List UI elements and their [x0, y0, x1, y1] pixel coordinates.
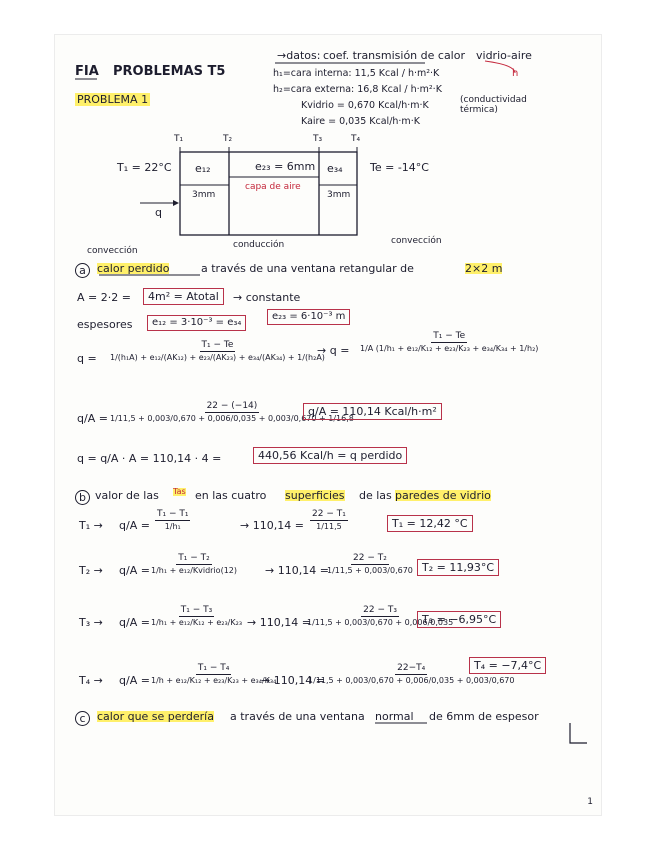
- q-formula-numerator: T₁ − Te: [201, 340, 234, 350]
- q-formula2-numerator: T₁ − Te: [433, 331, 466, 341]
- part-a-text: a través de una ventana retangular de: [201, 262, 414, 275]
- row-sub-denominator: 1/11,5: [316, 522, 342, 531]
- row-sub-numerator: 22 − T₃: [363, 605, 397, 615]
- row-denominator: 1/h + e₁₂/K₁₂ + e₂₃/K₂₃ + e₃₄/K₃₄: [151, 676, 277, 685]
- part-b-tas: Tas: [173, 487, 186, 496]
- row-fraction: [155, 509, 190, 531]
- part-b-highlight-2: paredes de vidrio: [395, 489, 491, 502]
- q-formula2-denominator: 1/A (1/h₁ + e₁₂/K₁₂ + e₂₃/K₂₃ + e₃₄/K₃₄ + 1/h₂): [360, 344, 539, 353]
- q-formula-lhs: q =: [77, 352, 97, 365]
- row-sub-fraction: [310, 509, 348, 531]
- t2-result-box: T₂ = 11,93°C: [417, 559, 499, 576]
- h1-value: h₁=cara interna: 11,5 Kcal / h·m²·K: [273, 68, 440, 79]
- row-sub-numerator: 22 − T₁: [312, 509, 346, 519]
- row-sub-denominator: 1/11,5 + 0,003/0,670 + 0,006/0,035: [307, 618, 454, 627]
- e12-label: e₁₂: [195, 162, 211, 175]
- row-lhs: q/A =: [119, 674, 150, 687]
- page-number: 1: [587, 797, 593, 807]
- row-sub-denominator: 1/11,5 + 0,003/0,670: [327, 566, 413, 575]
- part-b-text-2: en las cuatro: [195, 489, 267, 502]
- conduction-label: conducción: [233, 240, 285, 250]
- t4-result-box: T₄ = −7,4°C: [469, 657, 546, 674]
- part-a-marker: a: [75, 263, 90, 278]
- e34-value: 3mm: [327, 190, 351, 200]
- e34-label: e₃₄: [327, 162, 343, 175]
- t3-top-label: T₃: [313, 134, 323, 144]
- window-size: 2×2 m: [465, 262, 503, 275]
- thickness-box-2: e₂₃ = 6·10⁻³ m: [267, 309, 350, 325]
- part-a-highlight: calor perdido: [97, 262, 170, 275]
- row-denominator: 1/h₁: [164, 522, 181, 531]
- conductivity-note: (conductividad térmica): [460, 95, 527, 116]
- row-substitution: → 110,14 =: [261, 674, 325, 687]
- row-fraction: [151, 553, 237, 575]
- part-b-text-1: valor de las: [95, 489, 159, 502]
- part-c-text-1: a través de una ventana: [230, 710, 365, 723]
- row-label: T₃ →: [79, 616, 103, 629]
- coef-tail: vidrio-aire: [476, 49, 532, 62]
- row-sub-numerator: 22−T₄: [397, 663, 426, 673]
- h-arrow: [485, 61, 515, 73]
- row-sub-numerator: 22 − T₂: [353, 553, 387, 563]
- row-numerator: T₁ − T₄: [197, 663, 230, 673]
- area-equation: A = 2·2 =: [77, 291, 131, 304]
- page-title: PROBLEMAS T5: [113, 64, 226, 79]
- row-substitution: → 110,14 =: [247, 616, 311, 629]
- q-formula2-fraction: [360, 331, 538, 353]
- kaire-value: Kaire = 0,035 Kcal/h·m·K: [301, 116, 420, 127]
- row-sub-fraction: [327, 553, 413, 575]
- t4-top-label: T₄: [351, 134, 361, 144]
- coef-label: coef. transmisión de calor: [323, 49, 465, 62]
- problem-label: PROBLEMA 1: [77, 93, 149, 106]
- q-formula-denominator: 1/(h₁A) + e₁₂/(AK₁₂) + e₂₃/(AK₂₃) + e₃₄/(AK₃₄) + 1/(h₂A): [110, 353, 325, 362]
- row-lhs: q/A =: [119, 519, 150, 532]
- row-lhs: q/A =: [119, 564, 150, 577]
- row-denominator: 1/h₁ + e₁₂/Kvidrio(12): [151, 566, 237, 575]
- row-fraction: [151, 663, 276, 685]
- q-arrowhead: [173, 200, 179, 206]
- t3-result-box: T₃ = −6,95°C: [417, 611, 501, 628]
- datos-label: →datos:: [277, 49, 321, 62]
- qa-numerator: 22 − (−14): [206, 401, 258, 411]
- e23-label: e₂₃ = 6mm: [255, 160, 316, 173]
- e12-value: 3mm: [192, 190, 216, 200]
- q-label: q: [155, 206, 162, 219]
- kvidrio-value: Kvidrio = 0,670 Kcal/h·m·K: [301, 100, 429, 111]
- row-substitution: → 110,14 =: [240, 519, 304, 532]
- corner-mark: [570, 723, 587, 743]
- page-drawings: [55, 35, 601, 815]
- part-b-highlight-1: superficies: [285, 489, 345, 502]
- h2-value: h₂=cara externa: 16,8 Kcal / h·m²·K: [273, 84, 442, 95]
- row-denominator: 1/h₁ + e₁₂/K₁₂ + e₂₃/K₂₃: [151, 618, 243, 627]
- te-label: Te = -14°C: [370, 161, 429, 174]
- part-b-marker: b: [75, 490, 90, 505]
- thickness-box-1: e₁₂ = 3·10⁻³ = e₃₄: [147, 315, 246, 331]
- h-symbol: h: [512, 68, 519, 79]
- qa-lhs: q/A =: [77, 412, 108, 425]
- row-label: T₂ →: [79, 564, 103, 577]
- q-total-box: 440,56 Kcal/h = q perdido: [253, 447, 407, 464]
- t1-top-label: T₁: [174, 134, 184, 144]
- part-c-text-2: de 6mm de espesor: [429, 710, 539, 723]
- qa-result-box: q/A = 110,14 Kcal/h·m²: [303, 403, 442, 420]
- row-label: T₄ →: [79, 674, 103, 687]
- part-b-text-3: de las: [359, 489, 392, 502]
- row-numerator: T₁ − T₁: [157, 509, 189, 519]
- fia-label: FIA: [75, 64, 99, 79]
- row-fraction: [151, 605, 242, 627]
- qa-denominator: 1/11,5 + 0,003/0,670 + 0,006/0,035 + 0,003/0,670 + 1/16,8: [110, 414, 354, 423]
- area-box: 4m² = Atotal: [143, 288, 224, 305]
- convection-right: convección: [391, 236, 442, 246]
- area-tail: → constante: [233, 291, 301, 304]
- air-layer-label: capa de aire: [245, 182, 301, 192]
- part-c-highlight: calor que se perdería: [97, 710, 214, 723]
- notebook-page: [55, 35, 601, 815]
- row-numerator: T₁ − T₃: [180, 605, 213, 615]
- t1-result-box: T₁ = 12,42 °C: [387, 515, 473, 532]
- part-c-marker: c: [75, 711, 90, 726]
- q-total-equation: q = q/A · A = 110,14 · 4 =: [77, 452, 222, 465]
- row-sub-denominator: 1/11,5 + 0,003/0,670 + 0,006/0,035 + 0,003/0,670: [308, 676, 515, 685]
- convection-left: convección: [87, 246, 138, 256]
- part-c-normal: normal: [375, 710, 414, 723]
- q-formula-fraction: [110, 340, 325, 362]
- thickness-label: espesores: [77, 318, 133, 331]
- row-lhs: q/A =: [119, 616, 150, 629]
- row-numerator: T₁ − T₂: [178, 553, 210, 563]
- q-formula-arrow: → q =: [317, 344, 350, 357]
- row-substitution: → 110,14 =: [265, 564, 329, 577]
- t2-top-label: T₂: [223, 134, 233, 144]
- t1-left-label: T₁ = 22°C: [117, 161, 172, 174]
- row-label: T₁ →: [79, 519, 103, 532]
